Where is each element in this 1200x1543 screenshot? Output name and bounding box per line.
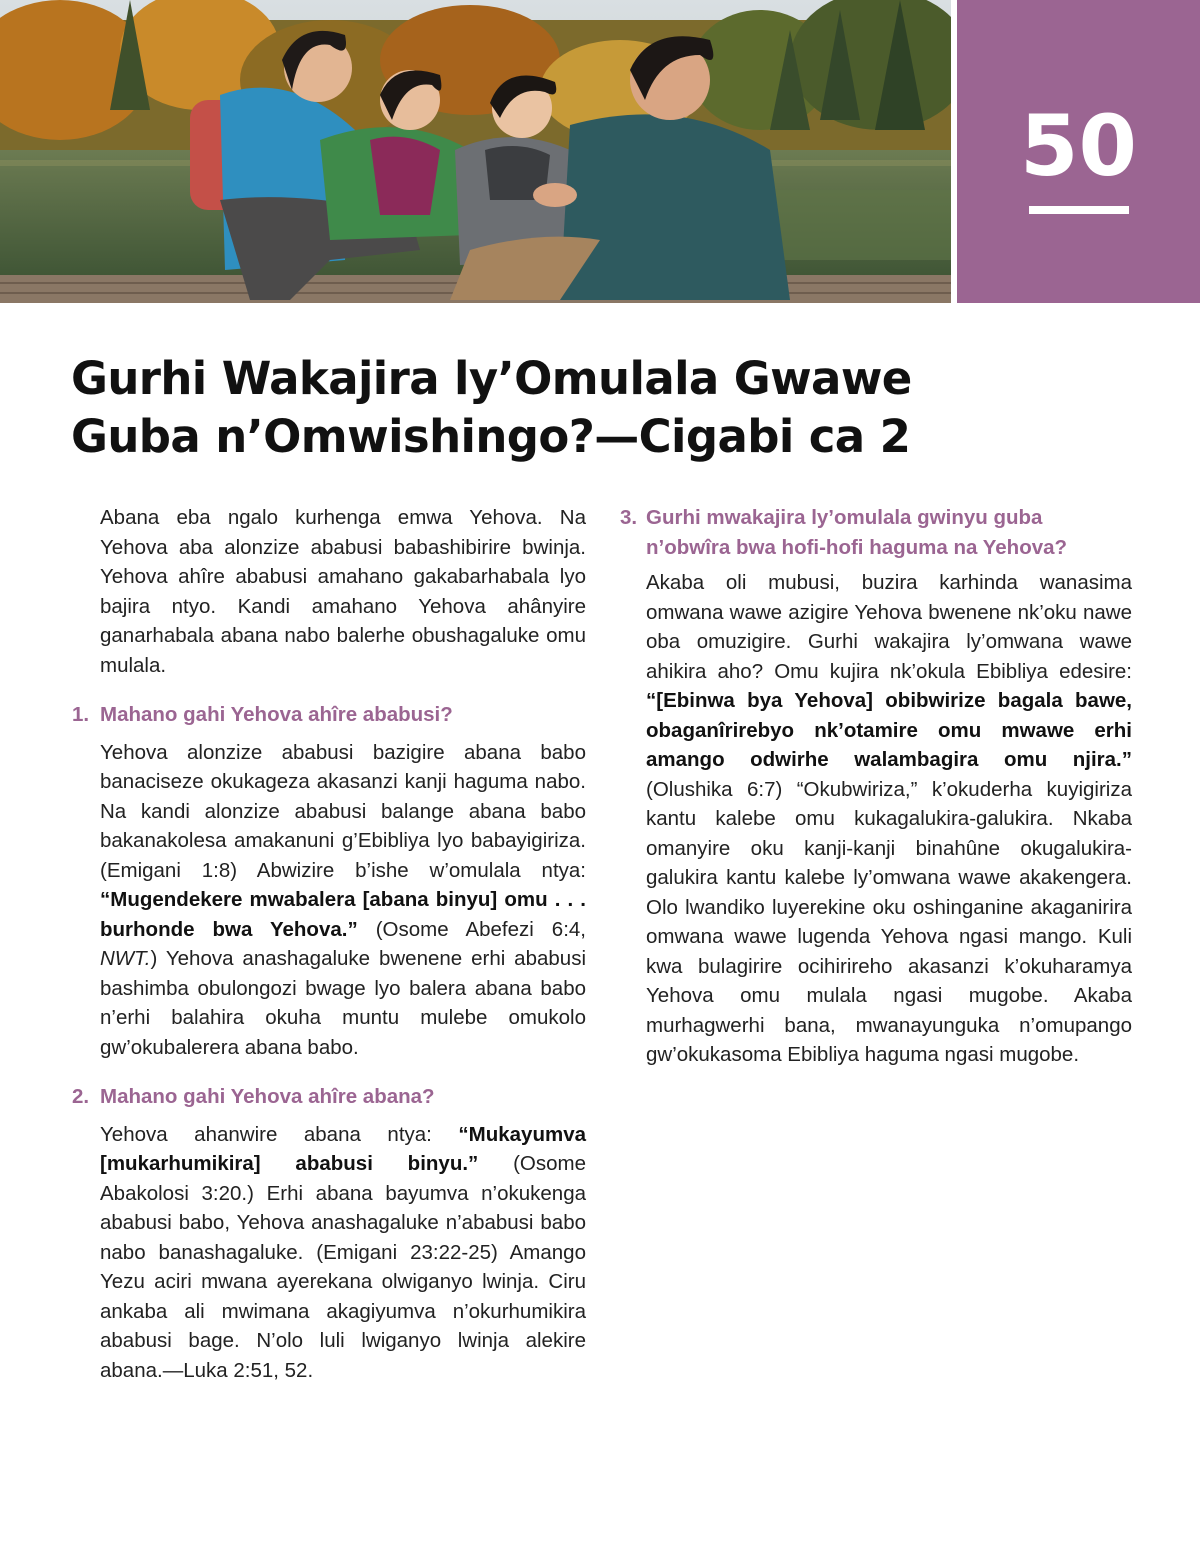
question-3: [620, 503, 1100, 562]
question-2-number: 2.: [72, 1085, 90, 1108]
question-2: [72, 1082, 586, 1112]
question-2-text: Mahano gahi Yehova ahîre abana?: [100, 1085, 435, 1108]
lesson-number-box: [957, 0, 1200, 303]
lesson-number-underline: [1029, 206, 1129, 214]
answer-2-paragraph: [100, 1120, 586, 1386]
answer-2-text-after: (Osome Abakolosi 3:20.) Erhi abana bayumva n’okukenga ababusi babo, Yehova anashagaluke n’ababusi babo nabo banashagaluke. (Emigani 23:22-25) Amango Yezu aciri mwana ayerekana olwiganyo lwinja. Ciru ankaba ali mwimana akagiyumva n’okurhumikira ababusi bage. N’olo luli lwiganyo lwinja alekire abana.—Luka 2:51, 52.: [100, 1152, 586, 1382]
page-title-line-1: Gurhi Wakajira ly’Omulala Gwawe: [71, 352, 912, 405]
answer-3-text-after: (Olushika 6:7) “Okubwiriza,” k’okuderha kuyigiriza kantu kalebe omu kukagalukira-galukira. Nkaba omanyire oku kanji-kanji binahûne okugalukira-galukira kantu kalebe ly’omwana wawe akakengera. Olo lwandiko luyerekine oku oshinganine akaganirira omwana wawe lugenda Yehova ngasi mango. Kuli kwa bulagirire ocihirireho akasanzi k’okuharamya Yehova omu mulala ngasi mugobe. Akaba murhagwerhi bana, mwanayunguka n’omupango gw’okukasoma Ebibliya haguma ngasi mugobe.: [646, 777, 1132, 1066]
intro-paragraph: Abana eba ngalo kurhenga emwa Yehova. Na Yehova aba alonzize ababusi babashibirire bwinja. Yehova ahîre ababusi amahano gakabarhabala lyo bajira ntyo. Kandi amahano Yehova ahânyire ganarhabala abana nabo balerhe obushagaluke omu mulala.: [100, 506, 586, 677]
question-1-text: Mahano gahi Yehova ahîre ababusi?: [100, 703, 453, 726]
answer-2-text-before: Yehova ahanwire abana ntya:: [100, 1122, 459, 1146]
page-title-line-2: Guba n’Omwishingo?—Cigabi ca 2: [71, 410, 911, 463]
question-3-text: Gurhi mwakajira ly’omulala gwinyu guba n’obwîra bwa hofi-hofi haguma na Yehova?: [646, 506, 1068, 559]
answer-3-quote: “[Ebinwa bya Yehova] obibwirize bagala bawe, obaganîrirebyo nk’otamire omu mwawe erhi amango odwirhe walambagira omu njira.”: [646, 689, 1132, 771]
right-column: [646, 568, 1132, 1090]
question-1-number: 1.: [72, 703, 90, 726]
page-title: [71, 350, 971, 466]
answer-3-paragraph: [646, 568, 1132, 1070]
answer-1-text-mid: (Osome Abefezi 6:4,: [357, 917, 586, 941]
answer-2-quote: “Mukayumva [mukarhumikira] ababusi binyu.”: [100, 1122, 586, 1175]
answer-1-text-after: ) Yehova anashagaluke bwenene erhi ababusi bashimba obulongozi bwage lyo balera abana babo n’erhi balahira okuha muntu mulebe omukolo gw’okubalerera abana babo.: [100, 947, 586, 1059]
answer-3-text-before: Akaba oli mubusi, buzira karhinda wanasima omwana wawe azigire Yehova bwenene nk’oku nawe oba omuzigire. Gurhi wakajira ly’omwana wawe ahikira aho? Omu kujira nk’okula Ebibliya edesire:: [646, 571, 1132, 683]
left-column: [72, 503, 586, 1405]
answer-1-text-before: Yehova alonzize ababusi bazigire abana babo banaciseze okukageza akasanzi kanji haguma nabo. Na kandi alonzize ababusi balange abana babo bakanakolesa amakanuni g’Ebibliya lyo babayigiriza. (Emigani 1:8) Abwizire b’ishe w’omulala ntya:: [100, 740, 586, 882]
answer-1-source: NWT.: [100, 947, 151, 970]
question-1: [72, 700, 586, 730]
answer-1-paragraph: [100, 738, 586, 1063]
lesson-number: 50: [1020, 97, 1137, 195]
answer-1-quote: “Mugendekere mwabalera [abana binyu] omu . . . burhonde bwa Yehova.”: [100, 888, 586, 941]
question-3-number: 3.: [620, 506, 638, 529]
family-by-lake-illustration: [0, 0, 951, 303]
hero-photo: [0, 0, 951, 303]
